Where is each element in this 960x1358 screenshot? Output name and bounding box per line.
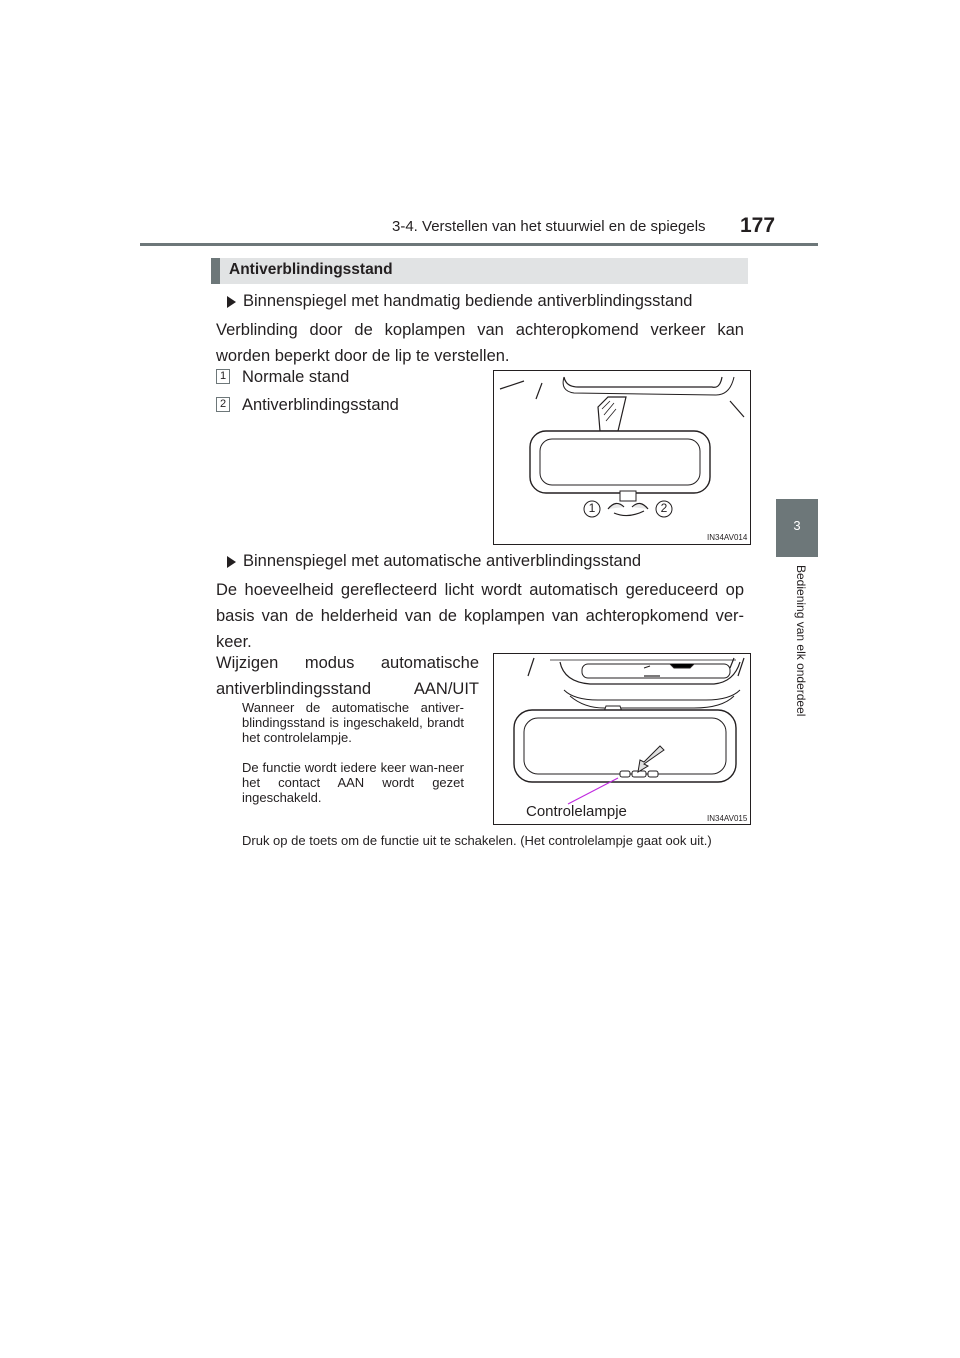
- page-number: 177: [740, 214, 776, 237]
- note-indicator: Wanneer de automatische antiver-blindingsstand is ingeschakeld, brandt het controlelampje.: [242, 700, 464, 745]
- manual-mirror-illustration: [494, 371, 750, 544]
- bullet-automatic-mirror-text: Binnenspiegel met automatische antiverblindingsstand: [243, 552, 642, 570]
- figure-code: IN34AV014: [707, 533, 748, 542]
- note-switch-off: Druk op de toets om de functie uit te schakelen. (Het controlelampje gaat ook uit.): [242, 833, 712, 848]
- chapter-tab-number: 3: [793, 518, 801, 533]
- figure-code: IN34AV015: [707, 814, 748, 823]
- switch-title: Wijzigen modus automatische antiverblindingsstand AAN/UIT: [216, 654, 479, 698]
- indicator-lamp-label: Controlelampje: [526, 803, 627, 820]
- bullet-manual-mirror: [227, 292, 747, 314]
- chapter-tab-title: Bediening van elk onderdeel: [794, 565, 808, 717]
- automatic-mirror-illustration: [494, 654, 750, 824]
- bullet-manual-mirror-text: Binnenspiegel met handmatig bediende antiverblindingsstand: [243, 292, 693, 310]
- section-heading-text: Antiverblindingsstand: [229, 261, 393, 278]
- header-rule: [140, 243, 818, 246]
- automatic-description: De hoeveelheid gereflecteerd licht wordt automatisch gereduceerd op basis van de helderheid van de koplampen van achteropkomend ver-keer.: [216, 581, 744, 651]
- bullet-automatic-mirror: [227, 552, 747, 574]
- triangle-bullet-icon: [227, 556, 236, 568]
- callout-number: 1: [588, 501, 596, 515]
- figure-automatic-mirror: [493, 653, 751, 825]
- item-number-badge: 1: [216, 369, 230, 384]
- page-header-title: 3-4. Verstellen van het stuurwiel en de spiegels: [392, 218, 706, 235]
- item-number-badge: 2: [216, 397, 230, 412]
- figure-manual-mirror: [493, 370, 751, 545]
- callout-number: 2: [660, 501, 668, 515]
- manual-description: Verblinding door de koplampen van achteropkomend verkeer kan worden beperkt door de lip te verstellen.: [216, 321, 744, 365]
- section-heading: [211, 258, 748, 284]
- note-ignition: De functie wordt iedere keer wan-neer het contact AAN wordt gezet ingeschakeld.: [242, 760, 464, 805]
- item-label-antiglare: Antiverblindingsstand: [242, 396, 399, 414]
- item-label-normal: Normale stand: [242, 368, 350, 386]
- triangle-bullet-icon: [227, 296, 236, 308]
